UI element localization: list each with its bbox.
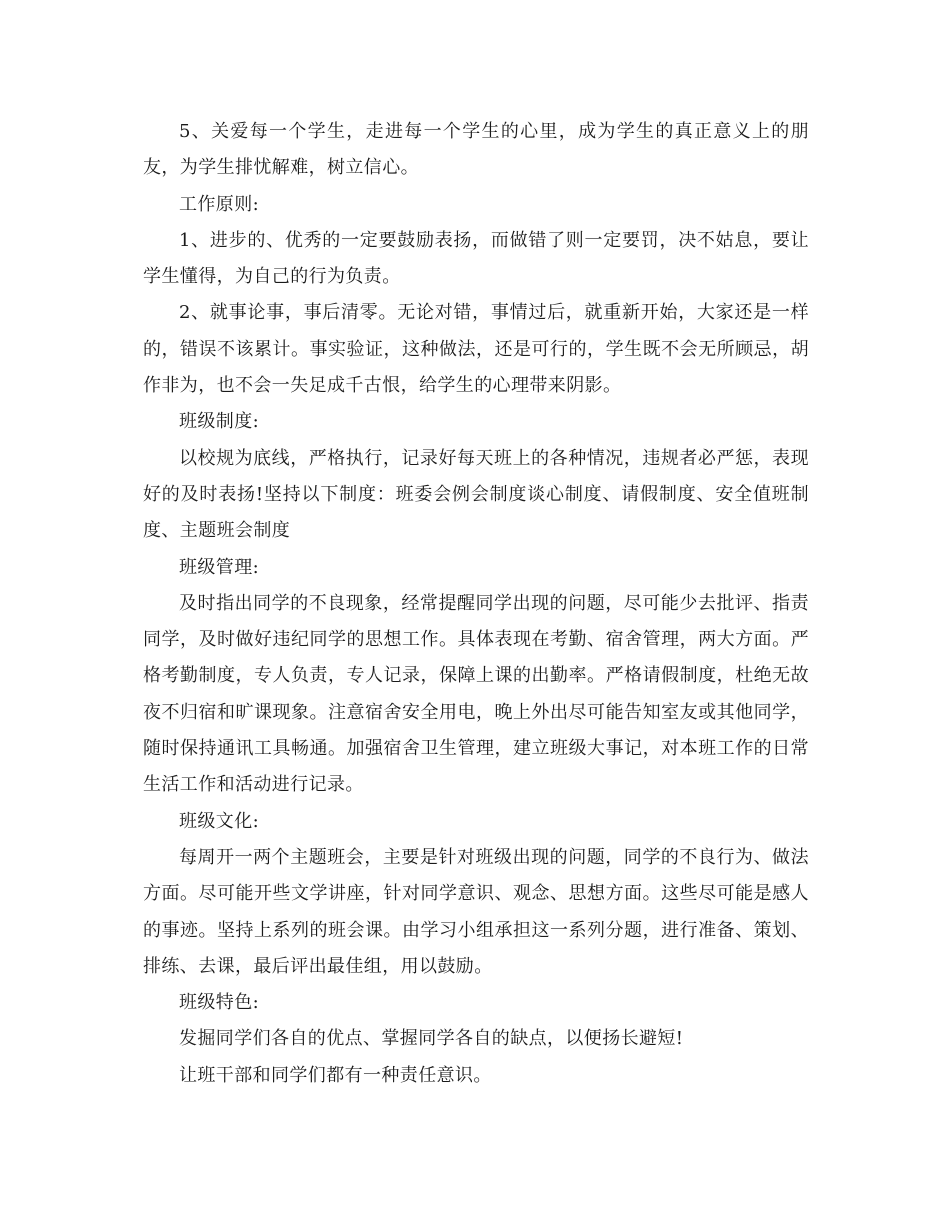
- heading-class-culture: 班级文化:: [179, 810, 260, 832]
- paragraph-feature-2: 让班干部和同学们都有一种责任意识。: [179, 1064, 492, 1086]
- paragraph-feature-1: 发掘同学们各自的优点、掌握同学各自的缺点，以便扬长避短!: [179, 1028, 684, 1050]
- paragraph-class-system: 以校规为底线，严格执行，记录好每天班上的各种情况，违规者必严惩，表现好的及时表扬!坚持以下制度：班委会例会制度谈心制度、请假制度、安全值班制度、主题班会制度: [143, 447, 809, 542]
- heading-class-features: 班级特色:: [179, 992, 260, 1014]
- heading-work-principles: 工作原则:: [179, 193, 260, 215]
- document-body: [143, 114, 809, 1094]
- paragraph-principle-2: 2、就事论事，事后清零。无论对错，事情过后，就重新开始，大家还是一样的，错误不该累计。事实验证，这种做法，还是可行的，学生既不会无所顾忌，胡作非为，也不会一失足成千古恨，给学生的心理带来阴影。: [143, 302, 809, 397]
- paragraph-goal-5: 5、关爱每一个学生，走进每一个学生的心里，成为学生的真正意义上的朋友，为学生排忧解难，树立信心。: [143, 121, 809, 179]
- paragraph-principle-1: 1、进步的、优秀的一定要鼓励表扬，而做错了则一定要罚，决不姑息，要让学生懂得，为自己的行为负责。: [143, 229, 809, 288]
- heading-class-management: 班级管理:: [179, 556, 260, 578]
- paragraph-class-culture: 每周开一两个主题班会，主要是针对班级出现的问题，同学的不良行为、做法方面。尽可能开些文学讲座，针对同学意识、观念、思想方面。这些尽可能是感人的事迹。坚持上系列的班会课。由学习小组承担这一系列分题，进行准备、策划、排练、去课，最后评出最佳组，用以鼓励。: [143, 846, 809, 977]
- paragraph-class-management: 及时指出同学的不良现象，经常提醒同学出现的问题，尽可能少去批评、指责同学，及时做好违纪同学的思想工作。具体表现在考勤、宿舍管理，两大方面。严格考勤制度，专人负责，专人记录，保障上课的出勤率。严格请假制度，杜绝无故夜不归宿和旷课现象。注意宿舍安全用电，晚上外出尽可能告知室友或其他同学，随时保持通讯工具畅通。加强宿舍卫生管理，建立班级大事记，对本班工作的日常生活工作和活动进行记录。: [143, 592, 809, 796]
- heading-class-system: 班级制度:: [179, 411, 260, 433]
